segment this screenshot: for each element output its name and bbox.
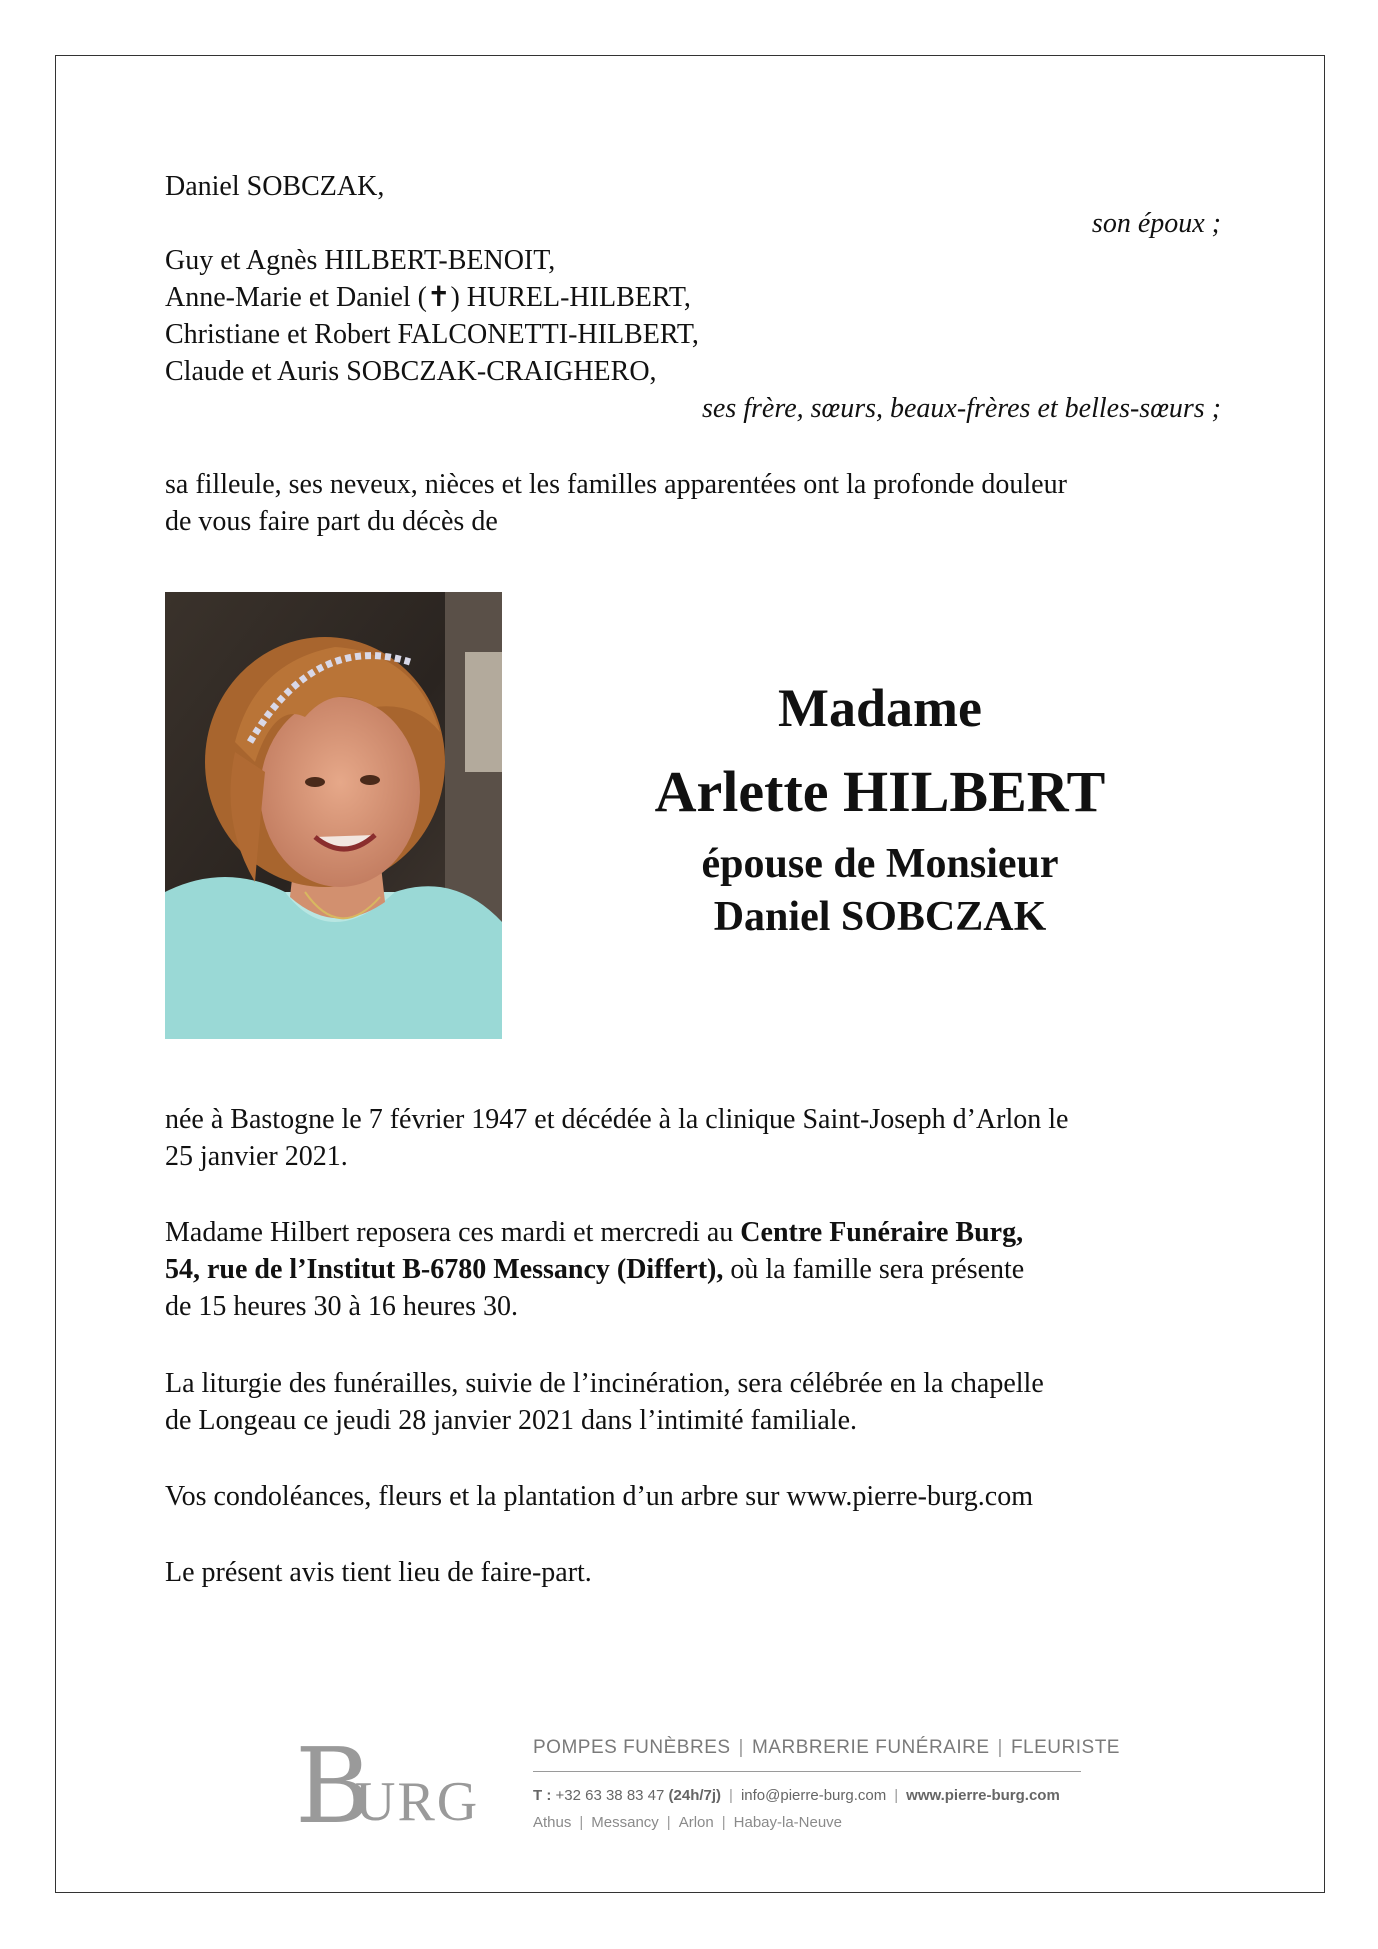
location-item: Arlon [678, 1814, 714, 1831]
phone-number: +32 63 38 83 47 [555, 1787, 665, 1804]
condolences-line: Vos condoléances, fleurs et la plantation d’un arbre sur www.pierre-burg.com [165, 1481, 1033, 1512]
sibling-line: Claude et Auris SOBCZAK-CRAIGHERO, [165, 356, 657, 387]
liturgy-line: La liturgie des funérailles, suivie de l’incinération, sera célébrée en la chapelle [165, 1368, 1044, 1399]
siblings-role: ses frère, sœurs, beaux-frères et belles-sœurs ; [702, 393, 1221, 424]
portrait-photo [165, 592, 502, 1039]
logo-letters: URG [355, 1771, 480, 1830]
repose-line [165, 1251, 1024, 1288]
deceased-name: Arlette HILBERT [654, 759, 1106, 824]
logo-letter-b: B [295, 1730, 372, 1830]
website-link[interactable]: www.pierre-burg.com [906, 1787, 1060, 1804]
sibling-line: Christiane et Robert FALCONETTI-HILBERT, [165, 319, 699, 350]
spouse-line: Daniel SOBCZAK [713, 894, 1047, 940]
phone-label: T : [533, 1787, 556, 1804]
funeral-center-address: 54, rue de l’Institut B-6780 Messancy (Differt), [165, 1254, 724, 1285]
spouse-role: son époux ; [1091, 208, 1221, 239]
spouse-name: Daniel SOBCZAK, [165, 171, 385, 202]
sibling-line: Guy et Agnès HILBERT-BENOIT, [165, 245, 556, 276]
notice-line: Le présent avis tient lieu de faire-part. [165, 1557, 592, 1588]
location-item: Athus [533, 1814, 572, 1831]
repose-line: de 15 heures 30 à 16 heures 30. [165, 1291, 519, 1322]
locations-line: Athus | Messancy | Arlon | Habay-la-Neuve [533, 1814, 843, 1831]
burg-logo [295, 1730, 485, 1835]
intro-line: de vous faire part du décès de [165, 506, 498, 537]
phone-hours: (24h/7j) [668, 1787, 722, 1804]
contact-line: T : +32 63 38 83 47 (24h/7j) | info@pierre-burg.com | www.pierre-burg.com [533, 1787, 1060, 1804]
funeral-center-name: Centre Funéraire Burg, [740, 1217, 1024, 1248]
birth-line: 25 janvier 2021. [165, 1141, 348, 1172]
liturgy-line: de Longeau ce jeudi 28 janvier 2021 dans l’intimité familiale. [165, 1405, 858, 1436]
spouse-line: épouse de Monsieur [701, 841, 1059, 887]
footer-divider [533, 1771, 1081, 1772]
location-item: Messancy [591, 1814, 659, 1831]
service-item: MARBRERIE FUNÉRAIRE [751, 1737, 990, 1758]
repose-text: Madame Hilbert reposera ces mardi et mercredi au [165, 1217, 741, 1248]
sibling-line: Anne-Marie et Daniel (✝) HUREL-HILBERT, [165, 282, 691, 313]
service-item: FLEURISTE [1010, 1737, 1120, 1758]
repose-text: où la famille sera présente [723, 1254, 1025, 1285]
repose-line [165, 1214, 1023, 1251]
birth-line: née à Bastogne le 7 février 1947 et décédée à la clinique Saint-Joseph d’Arlon le [165, 1104, 1069, 1135]
services-line: POMPES FUNÈBRES | MARBRERIE FUNÉRAIRE | FLEURISTE [533, 1737, 1120, 1758]
deceased-title: Madame [778, 678, 982, 738]
location-item: Habay-la-Neuve [733, 1814, 843, 1831]
service-item: POMPES FUNÈBRES [533, 1737, 731, 1758]
intro-line: sa filleule, ses neveux, nièces et les familles apparentées ont la profonde douleur [165, 469, 1067, 500]
email-link[interactable]: info@pierre-burg.com [740, 1787, 887, 1804]
